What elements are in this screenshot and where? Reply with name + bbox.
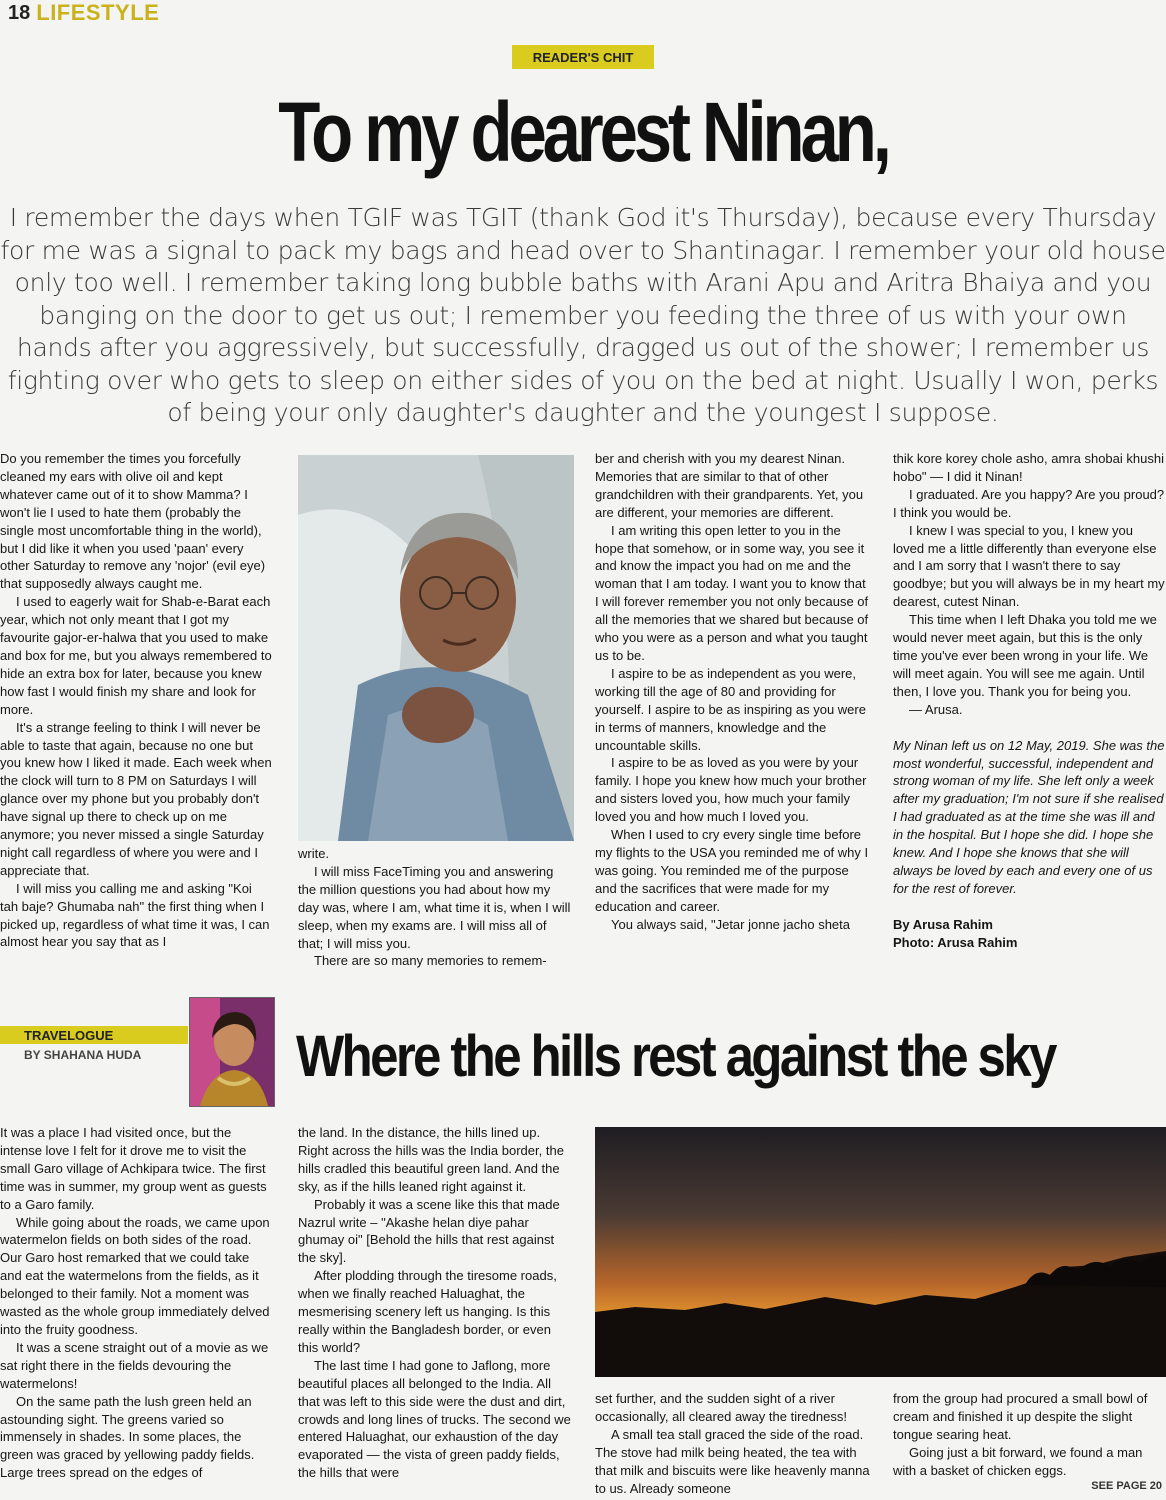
letter-column-3 — [595, 450, 870, 933]
paragraph: I knew I was special to you, I knew you loved me a little differently than everyone else and I am sorry that I wasn't there to say goodbye; but you will always be in my heart my dearest, cutest Ninan. — [893, 522, 1165, 610]
letter-byline: By Arusa Rahim — [893, 916, 993, 932]
grandmother-photo — [298, 455, 574, 841]
paragraph: You always said, "Jetar jonne jacho sheta — [611, 916, 851, 932]
paragraph: While going about the roads, we came upon watermelon fields on both sides of the road. Our Garo host remarked that we could take and eat the watermelons from the fields, as it belonged to their family. Not a moment was wasted as the whole group immediately delved into the fruity goodness. — [0, 1214, 270, 1337]
paragraph: On the same path the lush green held an astounding sight. The greens varied so immensely in shades. In some places, the green was graced by yellowing paddy fields. Large trees spread on the edges of — [0, 1393, 255, 1481]
author-portrait — [189, 997, 275, 1107]
paragraph: It was a place I had visited once, but the intense love I felt for it drove me to visit the small Garo village of Achkipara twice. The first time was in summer, my group went as guests to a Garo family. — [0, 1125, 267, 1212]
paragraph: I used to eagerly wait for Shab-e-Barat each year, which not only meant that I got my favourite gajor-er-halwa that you used to make and box for me, but you always remembered to hide an extra box for later, because you knew how fast I would finish my share and look for more. — [0, 594, 272, 717]
travel-column-1 — [0, 1124, 272, 1482]
sunset-photo — [595, 1127, 1166, 1377]
photo-credit: Photo: Arusa Rahim — [893, 934, 1018, 950]
paragraph: It was a scene straight out of a movie as we sat right there in the fields devouring the watermelons! — [0, 1339, 269, 1391]
paragraph: It's a strange feeling to think I will never be able to taste that again, because no one but you knew how I liked it made. Each week when the clock will turn to 8 PM on Saturdays I will glance over my phone but you probably don't have signal up there to check up on me anymore; you never missed a single Saturday night call regardless of where you were and I appreciate that. — [0, 719, 272, 878]
signoff: — Arusa. — [909, 701, 963, 717]
section-name: LIFESTYLE — [36, 0, 160, 25]
paragraph: This time when I left Dhaka you told me we would never meet again, but this is the only time you've ever been wrong in your life. We will meet again. You will see me again. Until then, I love you. Thank you for being you. — [893, 612, 1157, 699]
page-header — [8, 0, 159, 26]
paragraph: I will miss FaceTiming you and answering the million questions you had about how my day was, where I am, what time it is, when I will sleep, when my exams are. I will miss all of that; I will miss you. — [298, 863, 571, 951]
sunset-hills-illustration — [595, 1127, 1166, 1377]
paragraph: I aspire to be as loved as you were by your family. I hope you knew how much your brother and sisters loved you, how much your family loved you and how much I loved you. — [595, 755, 867, 825]
paragraph: I will miss you calling me and asking "Koi tah baje? Ghumaba nah" the first thing when I picked up, regardless of what time it was, I can almost hear you say that as I — [0, 880, 270, 950]
grandmother-illustration — [298, 455, 574, 841]
author-illustration — [190, 998, 274, 1106]
paragraph: write. — [298, 846, 330, 861]
paragraph: from the group had procured a small bowl of cream and finished it up despite the slight tongue searing heat. — [893, 1391, 1148, 1442]
paragraph: I aspire to be as independent as you were, working till the age of 80 and providing for yourself. I aspire to be as inspiring as you were in terms of manners, knowledge and the uncountable skills. — [595, 665, 866, 753]
continuation-link[interactable]: SEE PAGE 20 — [1091, 1480, 1162, 1492]
paragraph: I graduated. Are you happy? Are you proud? I think you would be. — [893, 486, 1165, 520]
letter-column-1 — [0, 450, 272, 951]
travelogue-headline: Where the hills rest against the sky — [296, 1024, 1055, 1089]
paragraph: The last time I had gone to Jaflong, more beautiful places all belonged to the India. All that was left to this side were the dust and dirt, crowds and long lines of trucks. The second we entered Haluaghat, our exhaustion of the day evaporated — the vista of green paddy fields, the hills that were — [298, 1357, 571, 1481]
paragraph: A small tea stall graced the side of the road. The stove had milk being heated, the tea with that milk and biscuits were like heavenly manna to us. Already someone — [595, 1426, 870, 1496]
paragraph: Going just a bit forward, we found a man with a basket of chicken eggs. — [893, 1444, 1143, 1478]
paragraph: the land. In the distance, the hills lined up. Right across the hills was the India border, the hills cradled this beautiful green land. And the sky, as if the hills leaned right against it. — [298, 1125, 564, 1194]
letter-headline: To my dearest Ninan, — [278, 85, 888, 179]
article-kicker: READER'S CHIT — [512, 45, 654, 69]
letter-column-4 — [893, 450, 1165, 952]
paragraph: When I used to cry every single time before my flights to the USA you reminded me of why I was going. You reminded me of the purpose and the sacrifices that were made for my education and career. — [595, 827, 869, 914]
paragraph: Probably it was a scene like this that made Nazrul write – "Akashe helan diye pahar ghumay oi" [Behold the hills that rest against the sky]. — [298, 1196, 560, 1266]
travel-column-2 — [298, 1124, 574, 1482]
travel-column-3 — [595, 1390, 870, 1497]
paragraph: After plodding through the tiresome roads, when we finally reached Haluaghat, the mesmerising scenery left us hanging. Is this really within the Bangladesh border, or even this world? — [298, 1268, 557, 1355]
paragraph: Do you remember the times you forcefully cleaned my ears with olive oil and kept whatever came out of it to show Mamma? I won't lie I used to hate them (probably the single most uncomfortable thing in the world), but I did like it when you used 'paan' every other Saturday to remove any 'nojor' (evil eye) that supposedly always caught me. — [0, 451, 266, 592]
travelogue-tag: TRAVELOGUE — [24, 1028, 114, 1043]
paragraph: ber and cherish with you my dearest Ninan. Memories that are similar to that of other grandchildren with their grandparents. Yet, you are different, your memories are different. — [595, 451, 864, 520]
paragraph: set further, and the sudden sight of a river occasionally, all cleared away the tiredness! — [595, 1391, 847, 1424]
paragraph: There are so many memories to remem- — [314, 953, 547, 969]
letter-column-2 — [298, 845, 574, 970]
paragraph: I am writing this open letter to you in the hope that somehow, or in some way, you see it and know the impact you had on me and the woman that I am today. I want you to know that I will forever remember you not only because of all the memories that we shared but because of who you were as a person and what you taught us to be. — [595, 522, 869, 663]
paragraph: thik kore korey chole asho, amra shobai khushi hobo" — I did it Ninan! — [893, 451, 1164, 484]
travel-column-4 — [893, 1390, 1165, 1480]
memorial-note: My Ninan left us on 12 May, 2019. She was the most wonderful, successful, independent and strong woman of my life. She left only a week after my graduation; I'm not sure if she realised I had graduated as at the time she was ill and in the hospital. But I hope she did. I hope she knew. And I hope she knows that she will always be loved by each and every one of us for the rest of forever. — [893, 737, 1165, 896]
travelogue-byline: BY SHAHANA HUDA — [24, 1048, 142, 1062]
letter-intro: I remember the days when TGIF was TGIT (thank God it's Thursday), because every Thursday for me was a signal to pack my bags and head over to Shantinagar. I remember your old house only too well. I remember taking long bubble baths with Arani Apu and Aritra Bhaiya and you banging on the door to get us out; I remember you feeding the three of us with your own hands after you aggressively, but successfully, dragged us out of the shower; I remember us fighting over who gets to sleep on either sides of you on the bed at night. Usually I won, perks of being your only daughter's daughter and the youngest I suppose. — [0, 203, 1166, 427]
page-number: 18 — [8, 1, 31, 24]
